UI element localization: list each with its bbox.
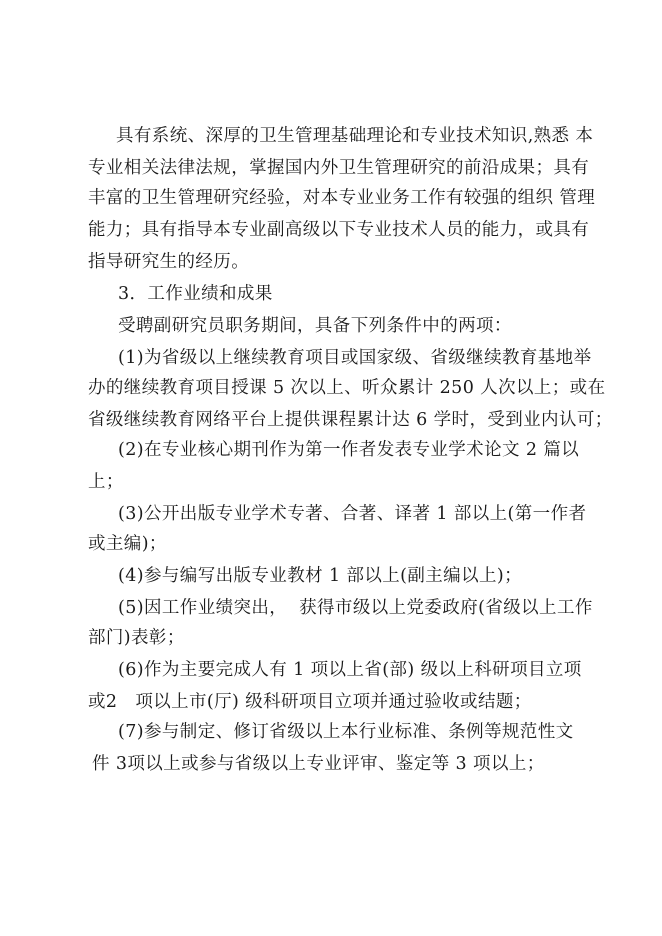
text-line: 上；: [88, 472, 124, 492]
text-line: 丰富的卫生管理研究经验，对本专业业务工作有较强的组织 管理: [88, 188, 596, 208]
text-line: 部门)表彰；: [88, 628, 185, 648]
text-line: 具有系统、深厚的卫生管理基础理论和专业技术知识,熟悉 本: [116, 126, 594, 146]
text-line: 办的继续教育项目授课 5 次以上、听众累计 250 人次以上；或在: [88, 378, 606, 398]
text-line: 或2 项以上市(厅) 级科研项目立项并通过验收或结题；: [88, 692, 532, 712]
text-line: 专业相关法律法规，掌握国内外卫生管理研究的前沿成果；具有: [88, 158, 590, 178]
text-line: 件 3项以上或参与省级以上专业评审、鉴定等 3 项以上；: [92, 754, 545, 774]
text-line: 能力；具有指导本专业副高级以下专业技术人员的能力，或具有: [88, 220, 590, 240]
list-item: (5)因工作业绩突出， 获得市级以上党委政府(省级以上工作: [118, 598, 593, 618]
text-line: 受聘副研究员职务期间，具备下列条件中的两项：: [118, 316, 512, 336]
list-item: (7)参与制定、修订省级以上本行业标准、条例等规范性文: [118, 722, 574, 742]
text-line: 指导研究生的经历。: [88, 252, 250, 272]
list-item: (3)公开出版专业学术专著、合著、译著 1 部以上(第一作者: [118, 504, 587, 524]
section-heading: 3．工作业绩和成果: [118, 284, 273, 304]
list-item: (6)作为主要完成人有 1 项以上省(部) 级以上科研项目立项: [118, 660, 582, 680]
text-line: 省级继续教育网络平台上提供课程累计达 6 学时，受到业内认可；: [88, 410, 613, 430]
text-line: 或主编)；: [88, 534, 167, 554]
list-item: (1)为省级以上继续教育项目或国家级、省级继续教育基地举: [118, 348, 592, 368]
list-item: (2)在专业核心期刊作为第一作者发表专业学术论文 2 篇以: [118, 440, 580, 460]
list-item: (4)参与编写出版专业教材 1 部以上(副主编以上)；: [118, 566, 523, 586]
